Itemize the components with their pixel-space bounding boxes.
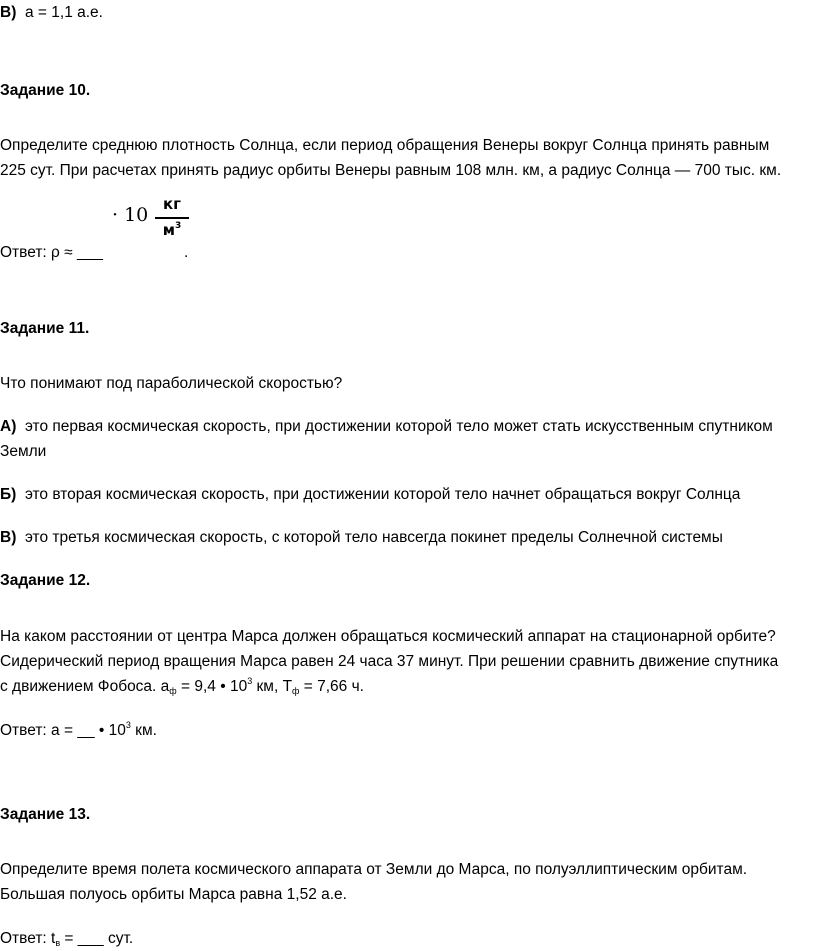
task12-text-line2: Сидерический период вращения Марса равен 24 часа 37 минут. При решении сравнить движение спутника [0, 653, 779, 670]
density-unit-formula [112, 193, 192, 253]
option-text: это третья космическая скорость, с которой тело навсегда покинет пределы Солнечной системы [24, 529, 723, 546]
task10-answer [0, 240, 103, 265]
unit-fraction [155, 196, 189, 239]
task10-text-line2: 225 сут. При расчетах принять радиус орбиты Венеры равным 108 млн. км, а радиус Солнца — 700 тыс. км. [0, 162, 782, 179]
option-label: Б) [0, 486, 17, 503]
power-of-ten: · 10 [112, 204, 149, 226]
answer-prefix: Ответ: ρ ≈ ___ [0, 244, 103, 261]
option-text: a = 1,1 а.е. [24, 4, 103, 21]
task13-title: Задание 13. [0, 806, 91, 823]
task12-title: Задание 12. [0, 572, 91, 589]
task11-option-a [0, 414, 773, 439]
task12-answer: Ответ: a = __ • $10^3$ км. [0, 720, 157, 739]
option-label: А) [0, 418, 17, 435]
previous-option-v [0, 0, 103, 25]
task13-text-line2: Большая полуось орбиты Марса равна 1,52 а.е. [0, 886, 347, 903]
task11-question: Что понимают под параболической скоростью? [0, 375, 343, 392]
option-label: В) [0, 4, 17, 21]
task13-text-line1: Определите время полета космического аппарата от Земли до Марса, по полуэллиптическим орбитам. [0, 861, 748, 878]
unit-numerator: кг [162, 195, 182, 213]
option-text: это первая космическая скорость, при достижении которой тело может стать искусственным спутником [24, 418, 773, 435]
task10-title: Задание 10. [0, 82, 91, 99]
task10-text-line1: Определите среднюю плотность Солнца, если период обращения Венеры вокруг Солнца принять равным [0, 137, 770, 154]
task11-option-v [0, 525, 723, 550]
task13-answer: Ответ: $t_в$ = ___ сут. [0, 930, 134, 948]
option-text: это вторая космическая скорость, при достижении которой тело начнет обращаться вокруг Солнца [24, 486, 741, 503]
answer-end: . [184, 244, 189, 261]
task12-text-line1: На каком расстоянии от центра Марса должен обращаться космический аппарат на стационарной орбите? [0, 628, 776, 645]
unit-denominator: $м^3$ [162, 220, 182, 239]
task11-title: Задание 11. [0, 320, 90, 337]
option-label: В) [0, 529, 17, 546]
task11-option-b [0, 482, 740, 507]
task12-text-line3: с движением Фобоса. $a_ф = 9,4$ • $10^3$ км, $T_ф = 7,66$ ч. [0, 676, 364, 696]
fraction-bar [155, 217, 189, 219]
task11-option-a-cont: Земли [0, 443, 47, 460]
